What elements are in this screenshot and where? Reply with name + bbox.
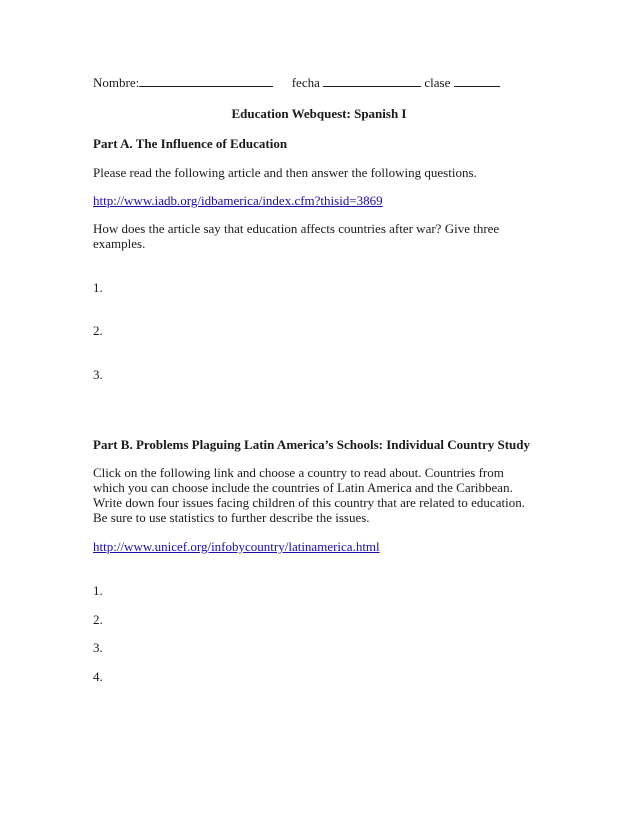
part-a-answer-1: 1. (93, 280, 103, 295)
part-a-question-line-1: How does the article say that education affects countries after war? Give three (93, 221, 500, 236)
part-b-heading: Part B. Problems Plaguing Latin America’s Schools: Individual Country Study (93, 437, 530, 452)
part-a-heading: Part A. The Influence of Education (93, 136, 288, 151)
part-b-answer-4: 4. (93, 669, 103, 684)
part-b-paragraph-line-4: Be sure to use statistics to further describe the issues. (93, 510, 370, 525)
part-b-paragraph-line-3: Write down four issues facing children of this country that are related to education. (93, 495, 525, 510)
part-b-answer-3: 3. (93, 640, 103, 655)
part-b-paragraph-line-2: which you can choose include the countries of Latin America and the Caribbean. (93, 480, 513, 495)
part-b-paragraph-line-1: Click on the following link and choose a country to read about. Countries from (93, 465, 504, 480)
date-label: fecha (291, 75, 320, 90)
part-a-answer-2: 2. (93, 323, 103, 338)
part-b-answer-2: 2. (93, 612, 103, 627)
name-label: Nombre: (93, 75, 140, 90)
page-title: Education Webquest: Spanish I (231, 106, 407, 121)
class-label: clase (424, 75, 451, 90)
header-row (93, 74, 500, 91)
part-a-answer-3: 3. (93, 367, 103, 382)
date-blank[interactable] (323, 74, 421, 87)
part-a-instruction: Please read the following article and then answer the following questions. (93, 165, 477, 180)
class-blank[interactable] (454, 74, 500, 87)
part-b-unicef-link[interactable]: http://www.unicef.org/infobycountry/latinamerica.html (93, 539, 380, 554)
part-a-question-line-2: examples. (93, 236, 146, 251)
name-blank[interactable] (139, 74, 273, 87)
part-a-article-link[interactable]: http://www.iadb.org/idbamerica/index.cfm?thisid=3869 (93, 193, 383, 208)
part-b-answer-1: 1. (93, 583, 103, 598)
